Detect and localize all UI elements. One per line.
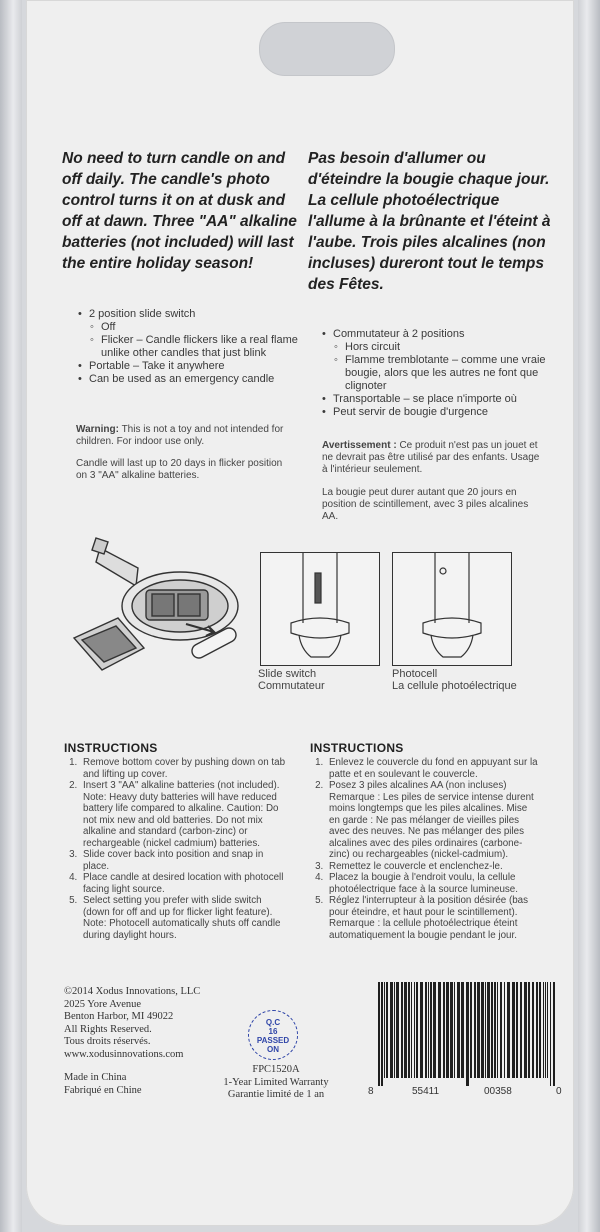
feature-item: ◦ Flamme tremblotante – comme une vraie bougie, alors que les autres ne font que clignoter (333, 354, 550, 393)
battery-life-en: Candle will last up to 20 days in flicker position on 3 "AA" alkaline batteries. (76, 458, 283, 481)
copyright: ©2014 Xodus Innovations, LLC (64, 986, 201, 997)
features-en (76, 308, 301, 386)
barcode-bar (454, 982, 455, 1078)
battery-life-fr: La bougie peut durer autant que 20 jours en position de scintillement, avec 3 piles alcalines AA. (322, 487, 529, 522)
instructions-fr (310, 742, 540, 941)
instruction-step: 2. Posez 3 piles alcalines AA (non incluses) Remarque : Les piles de service intense durent moins longtemps que les piles alcalines. Mise en garde : Ne pas mélanger de vieilles piles avec des neuves. Ne pas mélanger des piles alcalines avec des piles ordinaires (carbone-zinc) ou rechargeables (nickel-cadmium). (326, 780, 540, 861)
package-edge-right (578, 0, 600, 1232)
barcode-bar (457, 982, 460, 1078)
rights-en: All Rights Reserved. (64, 1023, 152, 1035)
barcode-bar (414, 982, 415, 1078)
barcode-bar (507, 982, 510, 1078)
barcode-bar (428, 982, 429, 1078)
barcode-bar (550, 982, 551, 1086)
barcode-bar (416, 982, 418, 1078)
barcode-bar (420, 982, 423, 1078)
photocell-diagram (392, 552, 512, 666)
barcode-bar (520, 982, 522, 1078)
feature-item: • 2 position slide switch (89, 308, 301, 321)
qc-passed-stamp (248, 1010, 298, 1060)
package-edge-left (0, 0, 22, 1232)
candle-base-switch-drawing (261, 553, 379, 665)
barcode-bar (401, 982, 403, 1078)
barcode-bar (384, 982, 385, 1078)
barcode-digit-system: 8 (368, 1086, 374, 1097)
photocell-label-fr: La cellule photoélectrique (392, 680, 517, 692)
origin-fr: Fabriqué en Chine (64, 1084, 142, 1096)
feature-item: ◦ Off (89, 321, 301, 334)
headline-en: No need to turn candle on and off daily. The candle's photo control turns it on at dusk and off at dawn. Three "AA" alkaline batteries (not included) will last the entire holiday season! (62, 150, 297, 272)
barcode-bar (481, 982, 484, 1078)
barcode-bar (390, 982, 393, 1078)
features-fr (320, 328, 550, 419)
barcode-bar (536, 982, 538, 1078)
photocell-label-en: Photocell (392, 668, 438, 680)
barcode-bar (543, 982, 544, 1078)
rights-fr: Tous droits réservés. (64, 1036, 151, 1047)
barcode-bar (539, 982, 541, 1078)
barcode-bar (386, 982, 388, 1078)
warning-en-label: Warning: (76, 424, 119, 435)
barcode-bar (532, 982, 534, 1078)
origin-en: Made in China (64, 1072, 127, 1083)
barcode-bar (381, 982, 383, 1086)
feature-item: • Commutateur à 2 positions (333, 328, 550, 341)
feature-item: ◦ Hors circuit (333, 341, 550, 354)
barcode-bar (497, 982, 498, 1078)
barcode-bar (487, 982, 490, 1078)
hang-hole (259, 22, 395, 76)
barcode-bars (368, 982, 564, 1086)
feature-item: • Transportable – se place n'importe où (333, 393, 550, 406)
feature-item: • Peut servir de bougie d'urgence (333, 406, 550, 419)
qc-line2: 16 (268, 1027, 278, 1036)
company-info (64, 986, 264, 1061)
instruction-step: 1. Enlevez le couvercle du fond en appuyant sur la patte et en soulevant le couvercle. (326, 757, 540, 780)
instruction-step: 4. Place candle at desired location with photocell facing light source. (80, 872, 286, 895)
barcode-bar (446, 982, 449, 1078)
instruction-step: 4. Placez la bougie à l'endroit voulu, la cellule photoélectrique face à la source lumineuse. (326, 872, 540, 895)
feature-item: ◦ Flicker – Candle flickers like a real flame unlike other candles that just blink (89, 334, 301, 360)
barcode-bar (512, 982, 515, 1078)
barcode-bar (504, 982, 505, 1078)
barcode-bar (408, 982, 410, 1078)
warning-fr-label: Avertissement : (322, 440, 397, 451)
barcode-bar (500, 982, 502, 1078)
instructions-en (64, 742, 286, 941)
qc-line3: PASSED (256, 1036, 290, 1045)
barcode-bar (394, 982, 395, 1078)
barcode-bar (485, 982, 486, 1078)
package-card (26, 0, 574, 1226)
barcode-bar (425, 982, 427, 1078)
warranty-en: 1-Year Limited Warranty (223, 1076, 329, 1088)
model-number: FPC1520A (252, 1064, 300, 1075)
barcode-bar (438, 982, 441, 1078)
barcode-bar (433, 982, 436, 1078)
upc-barcode (368, 982, 564, 1102)
barcode-digit-check: 0 (556, 1086, 562, 1097)
instruction-step: 3. Slide cover back into position and snap in place. (80, 849, 286, 872)
warning-en (76, 424, 286, 448)
barcode-bar (528, 982, 530, 1078)
barcode-bar (494, 982, 496, 1078)
candle-base-photocell-drawing (393, 553, 511, 665)
qc-line1: Q.C (265, 1018, 281, 1027)
battery-compartment-illustration (68, 528, 248, 673)
barcode-bar (524, 982, 527, 1078)
headline-fr: Pas besoin d'allumer ou d'éteindre la bougie chaque jour. La cellule photoélectrique l'allume à la brûnante et l'éteint à l'aube. Trois piles alcalines (non incluses) dureront tout le temps des Fêtes. (308, 150, 551, 293)
feature-item: • Portable – Take it anywhere (89, 360, 301, 373)
barcode-bar (553, 982, 555, 1086)
barcode-digits-left: 55411 (412, 1086, 440, 1097)
barcode-digits (368, 1086, 564, 1100)
barcode-bar (491, 982, 493, 1078)
instruction-step: 2. Insert 3 "AA" alkaline batteries (not included). Note: Heavy duty batteries will have reduced battery life compared to alkaline. Caution: Do not mix new and old batteries. Do not mix alkaline and standard (carbon-zinc) or rechargeable (nickel cadmium) batteries. (80, 780, 286, 849)
warning-fr (322, 440, 542, 476)
barcode-bar (404, 982, 407, 1078)
instructions-en-title: INSTRUCTIONS (64, 741, 158, 755)
barcode-bar (547, 982, 548, 1078)
instruction-step: 1. Remove bottom cover by pushing down on tab and lifting up cover. (80, 757, 286, 780)
warning-fr-text: Ce produit n'est pas un jouet et ne devrait pas être utilisé par des enfants. Usage à l'intérieur seulement. (322, 440, 540, 475)
barcode-bar (461, 982, 464, 1078)
barcode-bar (396, 982, 399, 1078)
barcode-bar (477, 982, 480, 1078)
barcode-bar (470, 982, 472, 1078)
barcode-bar (411, 982, 412, 1078)
barcode-bar (545, 982, 546, 1078)
warranty-fr: Garantie limité de 1 an (227, 1089, 325, 1100)
barcode-bar (466, 982, 469, 1086)
barcode-bar (443, 982, 445, 1078)
warning-en-text: This is not a toy and not intended for children. For indoor use only. (76, 424, 284, 447)
photocell-labels (392, 668, 562, 692)
warranty-block (196, 1064, 356, 1102)
barcode-bar (450, 982, 453, 1078)
slide-switch-labels (258, 668, 388, 692)
website: www.xodusinnovations.com (64, 1048, 184, 1060)
qc-line4: ON (267, 1045, 279, 1054)
instructions-fr-title: INSTRUCTIONS (310, 741, 404, 755)
slide-switch-label-fr: Commutateur (258, 680, 325, 692)
street-address: 2025 Yore Avenue (64, 998, 142, 1010)
instruction-step: 5. Select setting you prefer with slide switch (down for off and up for flicker light feature). Note: Photocell automatically shuts off candle during daylight hours. (80, 895, 286, 941)
feature-item: • Can be used as an emergency candle (89, 373, 301, 386)
instruction-step: 3. Remettez le couvercle et enclenchez-le. (326, 861, 540, 873)
barcode-bar (474, 982, 476, 1078)
slide-switch-label-en: Slide switch (258, 668, 317, 680)
barcode-bar (430, 982, 432, 1078)
instruction-step: 5. Réglez l'interrupteur à la position désirée (bas pour éteindre, et haut pour le scintillement). Remarque : la cellule photoélectrique éteint automatiquement la bougie pendant le jour. (326, 895, 540, 941)
barcode-bar (516, 982, 518, 1078)
city-address: Benton Harbor, MI 49022 (64, 1011, 174, 1022)
slide-switch-diagram (260, 552, 380, 666)
barcode-digits-right: 00358 (484, 1086, 512, 1097)
barcode-bar (378, 982, 380, 1086)
